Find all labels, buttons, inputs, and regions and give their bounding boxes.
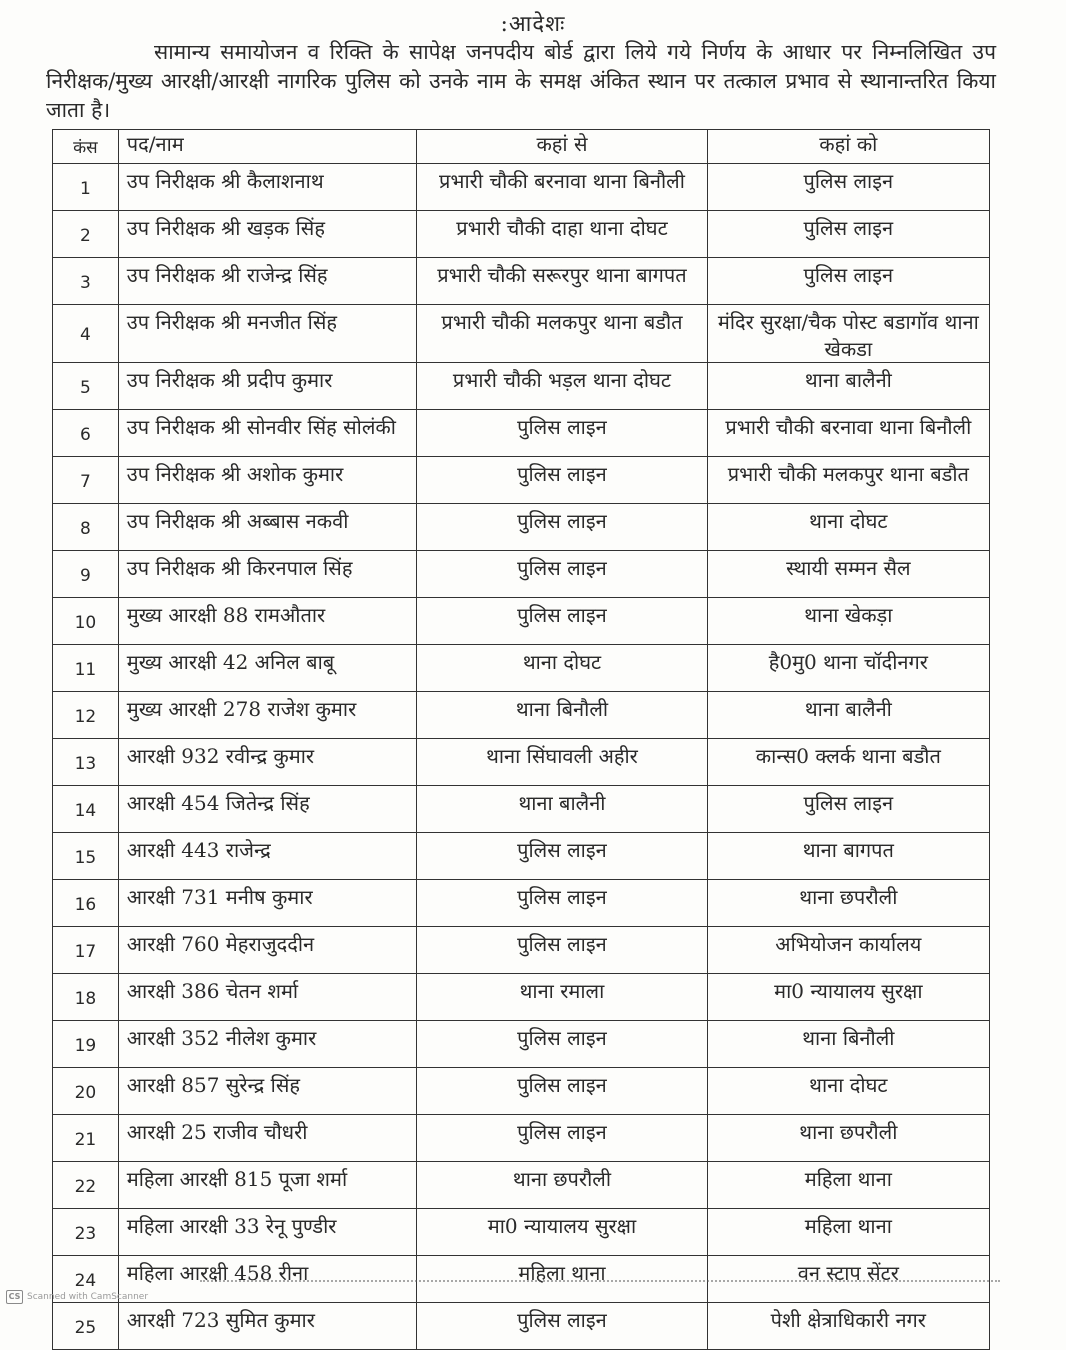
cell-serial: 5: [53, 363, 119, 410]
table-row: [53, 880, 990, 927]
cell-name: आरक्षी 443 राजेन्द्र: [118, 833, 417, 880]
cell-from: थाना दोघट: [417, 645, 707, 692]
cell-name: उप निरीक्षक श्री कैलाशनाथ: [118, 164, 417, 211]
cell-from: महिला थाना: [417, 1256, 707, 1303]
cell-from: पुलिस लाइन: [417, 1303, 707, 1350]
cell-name: आरक्षी 731 मनीष कुमार: [118, 880, 417, 927]
cell-from: प्रभारी चौकी सरूरपुर थाना बागपत: [417, 258, 707, 305]
cell-to: पुलिस लाइन: [707, 211, 989, 258]
cell-serial: 12: [53, 692, 119, 739]
cell-from: पुलिस लाइन: [417, 880, 707, 927]
cell-name: उप निरीक्षक श्री खड़क सिंह: [118, 211, 417, 258]
cell-serial: 15: [53, 833, 119, 880]
table-body: [53, 164, 990, 1350]
cell-name: मुख्य आरक्षी 278 राजेश कुमार: [118, 692, 417, 739]
cell-from: थाना बिनौली: [417, 692, 707, 739]
table-row: [53, 211, 990, 258]
cell-serial: 9: [53, 551, 119, 598]
cell-serial: 13: [53, 739, 119, 786]
cell-from: प्रभारी चौकी दाहा थाना दोघट: [417, 211, 707, 258]
cell-serial: 22: [53, 1162, 119, 1209]
table-row: [53, 645, 990, 692]
cell-serial: 19: [53, 1021, 119, 1068]
cell-from: पुलिस लाइन: [417, 1068, 707, 1115]
camscanner-logo-icon: CS: [6, 1290, 23, 1304]
cell-to: पेशी क्षेत्राधिकारी नगर: [707, 1303, 989, 1350]
cell-to: पुलिस लाइन: [707, 786, 989, 833]
cell-from: पुलिस लाइन: [417, 1115, 707, 1162]
table-row: [53, 164, 990, 211]
table-row: [53, 833, 990, 880]
cell-name: आरक्षी 760 मेहराजुददीन: [118, 927, 417, 974]
table-row: [53, 739, 990, 786]
cell-to: महिला थाना: [707, 1162, 989, 1209]
table-header-row: [53, 130, 990, 164]
cell-to: वन स्टाप सेंटर: [707, 1256, 989, 1303]
cell-from: पुलिस लाइन: [417, 504, 707, 551]
table-row: [53, 692, 990, 739]
cell-name: उप निरीक्षक श्री मनजीत सिंह: [118, 305, 417, 363]
cell-serial: 2: [53, 211, 119, 258]
cell-to: पुलिस लाइन: [707, 258, 989, 305]
cell-from: पुलिस लाइन: [417, 410, 707, 457]
cell-to: थाना दोघट: [707, 504, 989, 551]
table-row: [53, 305, 990, 363]
table-row: [53, 1209, 990, 1256]
table-row: [53, 974, 990, 1021]
cell-name: आरक्षी 723 सुमित कुमार: [118, 1303, 417, 1350]
cell-from: पुलिस लाइन: [417, 1021, 707, 1068]
cell-serial: 14: [53, 786, 119, 833]
watermark-text: Scanned with CamScanner: [27, 1292, 149, 1302]
cell-name: महिला आरक्षी 33 रेनू पुण्डीर: [118, 1209, 417, 1256]
cell-name: मुख्य आरक्षी 88 रामऔतार: [118, 598, 417, 645]
table-row: [53, 410, 990, 457]
table-row: [53, 1115, 990, 1162]
cell-serial: 25: [53, 1303, 119, 1350]
transfer-table: [52, 129, 990, 1350]
cell-from: थाना छपरौली: [417, 1162, 707, 1209]
table-row: [53, 1162, 990, 1209]
table-row: [53, 598, 990, 645]
header-from: कहां से: [417, 130, 707, 164]
cell-from: प्रभारी चौकी भड़ल थाना दोघट: [417, 363, 707, 410]
cell-name: आरक्षी 352 नीलेश कुमार: [118, 1021, 417, 1068]
header-to: कहां को: [707, 130, 989, 164]
cell-serial: 3: [53, 258, 119, 305]
cell-serial: 17: [53, 927, 119, 974]
order-heading: :आदेशः: [500, 12, 566, 37]
cell-name: उप निरीक्षक श्री प्रदीप कुमार: [118, 363, 417, 410]
cell-from: प्रभारी चौकी मलकपुर थाना बडौत: [417, 305, 707, 363]
cell-name: उप निरीक्षक श्री अब्बास नकवी: [118, 504, 417, 551]
cell-name: आरक्षी 454 जितेन्द्र सिंह: [118, 786, 417, 833]
cell-to: मा0 न्यायालय सुरक्षा: [707, 974, 989, 1021]
cell-to: है0मु0 थाना चॉदीनगर: [707, 645, 989, 692]
cell-serial: 20: [53, 1068, 119, 1115]
cut-off-text-line: [200, 1280, 1000, 1296]
cell-to: थाना छपरौली: [707, 1115, 989, 1162]
cell-serial: 21: [53, 1115, 119, 1162]
cell-to: थाना बालैनी: [707, 363, 989, 410]
cell-to: पुलिस लाइन: [707, 164, 989, 211]
cell-from: थाना रमाला: [417, 974, 707, 1021]
cell-to: प्रभारी चौकी मलकपुर थाना बडौत: [707, 457, 989, 504]
table-row: [53, 457, 990, 504]
cell-to: स्थायी सम्मन सैल: [707, 551, 989, 598]
cell-from: पुलिस लाइन: [417, 551, 707, 598]
cell-to: थाना बिनौली: [707, 1021, 989, 1068]
cell-name: मुख्य आरक्षी 42 अनिल बाबू: [118, 645, 417, 692]
cell-to: थाना बालैनी: [707, 692, 989, 739]
cell-serial: 6: [53, 410, 119, 457]
scanner-watermark: [6, 1290, 148, 1304]
cell-serial: 18: [53, 974, 119, 1021]
cell-name: आरक्षी 386 चेतन शर्मा: [118, 974, 417, 1021]
cell-to: अभियोजन कार्यालय: [707, 927, 989, 974]
order-intro-paragraph: सामान्य समायोजन व रिक्ति के सापेक्ष जनपदीय बोर्ड द्वारा लिये गये निर्णय के आधार पर निम्नलिखित उप निरीक्षक/मुख्य आरक्षी/आरक्षी नागरिक पुलिस को उनके नाम के समक्ष अंकित स्थान पर तत्काल प्रभाव से स्थानान्तरित किया जाता है।: [46, 40, 996, 122]
cell-to: प्रभारी चौकी बरनावा थाना बिनौली: [707, 410, 989, 457]
cell-from: मा0 न्यायालय सुरक्षा: [417, 1209, 707, 1256]
table-row: [53, 551, 990, 598]
cell-from: पुलिस लाइन: [417, 927, 707, 974]
cell-from: प्रभारी चौकी बरनावा थाना बिनौली: [417, 164, 707, 211]
cell-to: थाना बागपत: [707, 833, 989, 880]
cell-serial: 1: [53, 164, 119, 211]
cell-from: पुलिस लाइन: [417, 598, 707, 645]
cell-name: आरक्षी 25 राजीव चौधरी: [118, 1115, 417, 1162]
header-serial: कंस: [53, 130, 119, 164]
cell-serial: 23: [53, 1209, 119, 1256]
table-row: [53, 1068, 990, 1115]
cell-serial: 4: [53, 305, 119, 363]
cell-to: थाना दोघट: [707, 1068, 989, 1115]
cell-serial: 16: [53, 880, 119, 927]
table-row: [53, 504, 990, 551]
cell-name: उप निरीक्षक श्री किरनपाल सिंह: [118, 551, 417, 598]
cell-from: पुलिस लाइन: [417, 457, 707, 504]
table-row: [53, 1021, 990, 1068]
cell-name: उप निरीक्षक श्री अशोक कुमार: [118, 457, 417, 504]
cell-name: आरक्षी 932 रवीन्द्र कुमार: [118, 739, 417, 786]
cell-from: थाना बालैनी: [417, 786, 707, 833]
table-row: [53, 927, 990, 974]
cell-to: थाना खेकड़ा: [707, 598, 989, 645]
cell-name: आरक्षी 857 सुरेन्द्र सिंह: [118, 1068, 417, 1115]
cell-to: मंदिर सुरक्षा/चैक पोस्ट बडागॉव थाना खेकडा: [707, 305, 989, 363]
cell-serial: 7: [53, 457, 119, 504]
cell-serial: 11: [53, 645, 119, 692]
cell-to: कान्स0 क्लर्क थाना बडौत: [707, 739, 989, 786]
table-row: [53, 258, 990, 305]
cell-name: उप निरीक्षक श्री सोनवीर सिंह सोलंकी: [118, 410, 417, 457]
cell-serial: 8: [53, 504, 119, 551]
cell-name: महिला आरक्षी 458 रीना: [118, 1256, 417, 1303]
cell-serial: 24: [53, 1256, 119, 1303]
cell-name: महिला आरक्षी 815 पूजा शर्मा: [118, 1162, 417, 1209]
cell-to: महिला थाना: [707, 1209, 989, 1256]
header-name: पद/नाम: [118, 130, 417, 164]
table-row: [53, 786, 990, 833]
cell-from: पुलिस लाइन: [417, 833, 707, 880]
cell-serial: 10: [53, 598, 119, 645]
cell-name: उप निरीक्षक श्री राजेन्द्र सिंह: [118, 258, 417, 305]
cell-to: थाना छपरौली: [707, 880, 989, 927]
table-row: [53, 363, 990, 410]
cell-from: थाना सिंघावली अहीर: [417, 739, 707, 786]
